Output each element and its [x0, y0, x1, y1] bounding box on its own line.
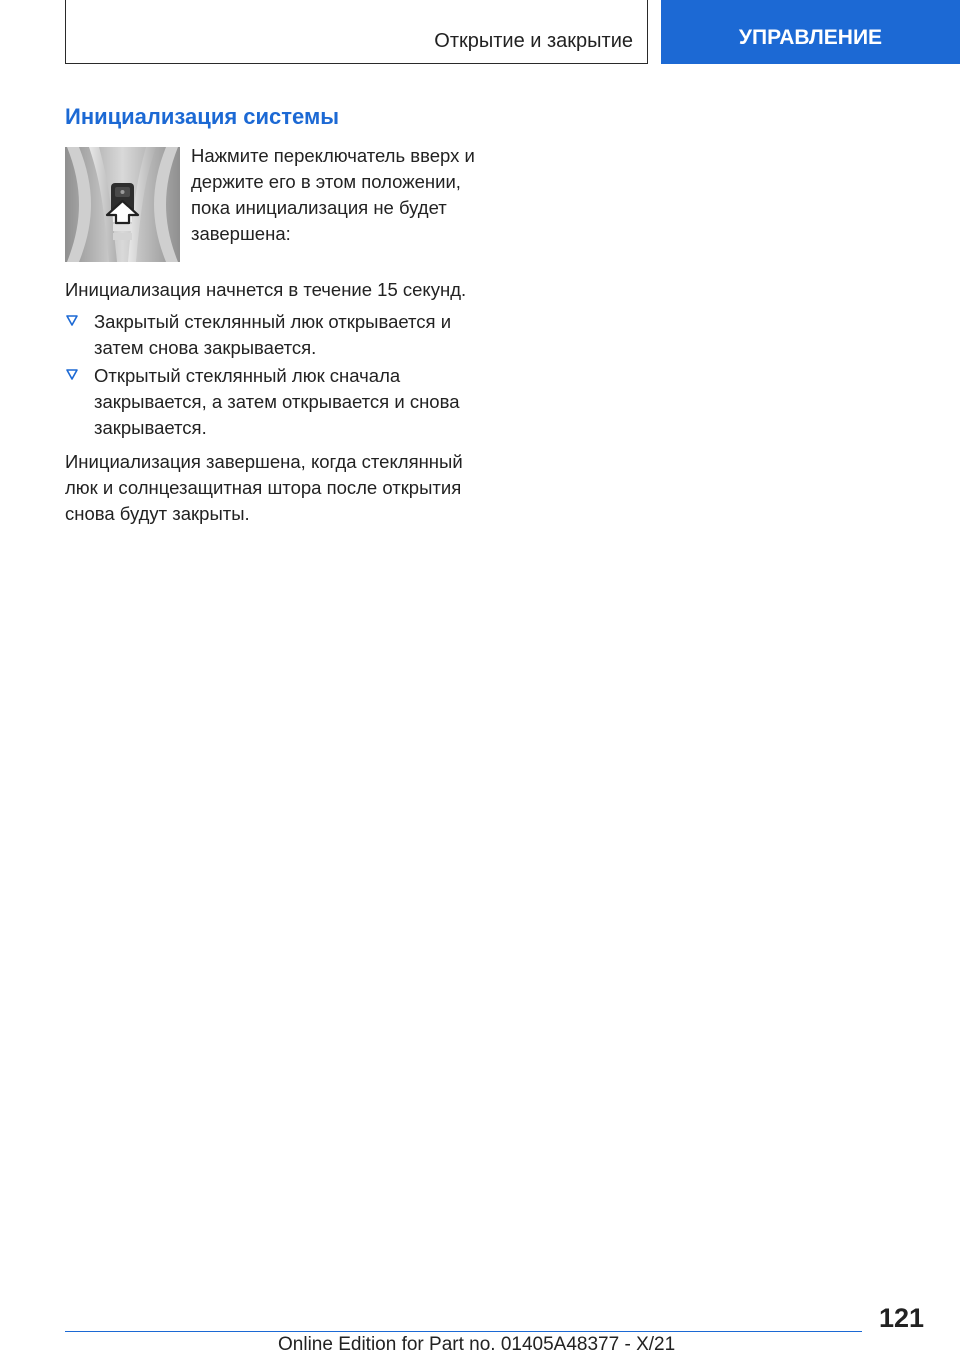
- triangle-bullet-icon: [65, 311, 79, 331]
- header-section-title: Открытие и закрытие: [434, 30, 633, 52]
- list-item: [65, 309, 485, 361]
- footer-edition-text: Online Edition for Part no. 01405A48377 - X/21: [278, 1334, 676, 1355]
- header-chapter-tab: УПРАВЛЕНИЕ: [661, 0, 960, 64]
- intro-text: Нажмите переключатель вверх и держите его в этом положении, пока инициализация не будет завершена:: [191, 145, 475, 244]
- paragraph-1: Инициализация начнется в течение 15 секунд.: [65, 279, 467, 300]
- footer-divider: [65, 1331, 862, 1332]
- paragraph-2: Инициализация завершена, когда стеклянный люк и солнцезащитная штора после открытия снова будут закрыты.: [65, 451, 463, 524]
- page-number: 121: [878, 1303, 924, 1333]
- header-section-box: [65, 0, 648, 64]
- list-item-text: Закрытый стеклянный люк открывается и затем снова закрывается.: [94, 311, 452, 358]
- list-item: [65, 363, 485, 441]
- section-title: Инициализация системы: [65, 104, 340, 129]
- list-item-text: Открытый стеклянный люк сначала закрывается, а затем открывается и снова закрывается.: [94, 365, 460, 438]
- triangle-bullet-icon: [65, 365, 79, 385]
- sunroof-switch-figure: [65, 147, 180, 262]
- sunroof-switch-icon: [65, 147, 180, 262]
